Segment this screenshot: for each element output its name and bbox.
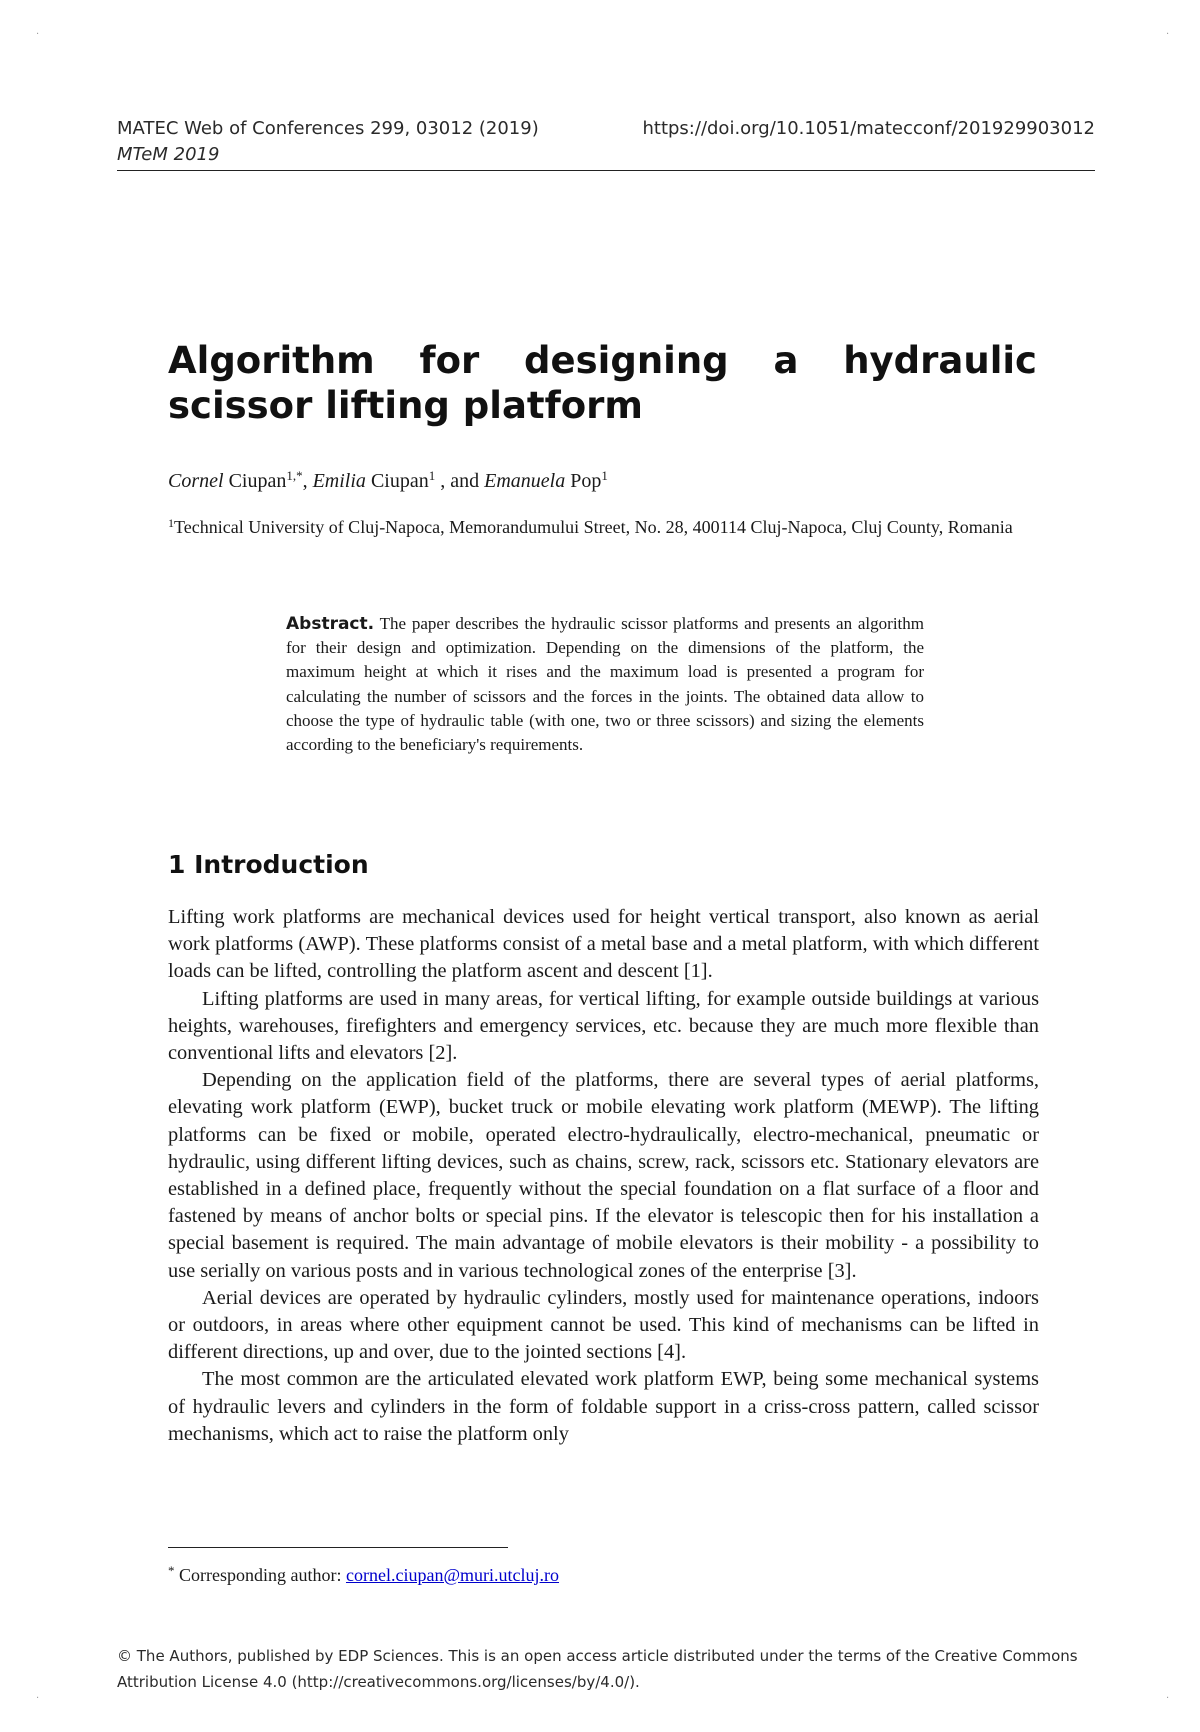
affiliation bbox=[168, 510, 1038, 540]
author-list bbox=[168, 468, 608, 493]
footnote-label: Corresponding author: bbox=[179, 1565, 342, 1585]
corner-mark: . bbox=[1166, 1690, 1170, 1701]
author-given-name: Cornel bbox=[168, 470, 224, 492]
footnote bbox=[168, 1563, 559, 1586]
author-family-name: Ciupan bbox=[370, 470, 429, 492]
paragraph: Lifting work platforms are mechanical devices used for height vertical transport, also known as aerial work platforms (AWP). These platforms consist of a metal base and a metal platform, with which different loads can be lifted, controlling the platform ascent and descent [1]. bbox=[168, 906, 1039, 983]
corner-mark: . bbox=[1166, 26, 1170, 37]
author-family-name: Ciupan bbox=[228, 470, 287, 492]
affiliation-mark: 1 bbox=[168, 516, 174, 530]
author-family-name: Pop bbox=[570, 470, 602, 492]
doi-link[interactable]: https://doi.org/10.1051/matecconf/201929903012 bbox=[642, 118, 1095, 139]
author-given-name: Emilia bbox=[312, 470, 366, 492]
journal-citation: MATEC Web of Conferences 299, 03012 (2019) bbox=[117, 118, 539, 139]
running-header bbox=[117, 116, 539, 168]
abstract bbox=[286, 612, 924, 757]
author-affiliation-mark: 1,* bbox=[286, 468, 303, 483]
footnote-mark: * bbox=[168, 1563, 175, 1578]
section-heading: 1 Introduction bbox=[168, 850, 369, 879]
corner-mark: . bbox=[36, 26, 40, 37]
conference-name: MTeM 2019 bbox=[117, 144, 220, 165]
paragraph: Aerial devices are operated by hydraulic cylinders, mostly used for maintenance operations, indoors or outdoors, in areas where other equipment cannot be used. This kind of mechanisms can be lifted in different directions, up and over, due to the jointed sections [4]. bbox=[168, 1286, 1039, 1364]
affiliation-text: Technical University of Cluj-Napoca, Memorandumului Street, No. 28, 400114 Cluj-Napoca, Cluj County, Romania bbox=[174, 517, 1013, 537]
author-separator: , and bbox=[435, 470, 485, 492]
author-email-link[interactable]: cornel.ciupan@muri.utcluj.ro bbox=[345, 1565, 559, 1585]
corner-mark: . bbox=[36, 1690, 40, 1701]
section-body bbox=[168, 904, 1039, 1448]
paragraph: The most common are the articulated elevated work platform EWP, being some mechanical systems of hydraulic levers and cylinders in the form of foldable support in a criss-cross pattern, called scissor mechanisms, which act to raise the platform only bbox=[168, 1368, 1039, 1445]
paragraph: Depending on the application field of the platforms, there are several types of aerial platforms, elevating work platform (EWP), bucket truck or mobile elevating work platform (MEWP). The lifting platforms can be fixed or mobile, operated electro-hydraulically, electro-mechanical, pneumatic or hydraulic, using different lifting devices, such as chains, screw, rack, scissors etc. Stationary elevators are established in a defined place, frequently without the special foundation on a flat surface of a floor and fastened by means of anchor bolts or special pins. If the elevator is telescopic then for his installation a special basement is required. The main advantage of mobile elevators is their mobility - a possibility to use serially on various posts and in various technological zones of the enterprise [3]. bbox=[168, 1069, 1039, 1282]
author-affiliation-mark: 1 bbox=[601, 468, 608, 483]
paper-title: Algorithm for designing a hydraulic scissor lifting platform bbox=[168, 339, 1037, 427]
author-separator: , bbox=[302, 470, 313, 492]
footnote-rule bbox=[168, 1547, 508, 1548]
header-rule bbox=[117, 170, 1095, 171]
author-given-name: Emanuela bbox=[484, 470, 566, 492]
license-notice: © The Authors, published by EDP Sciences. This is an open access article distributed under the terms of the Creative Commons Attribution License 4.0 (http://creativecommons.org/licenses/by/4.0/). bbox=[117, 1647, 1078, 1691]
abstract-label: Abstract. bbox=[286, 614, 375, 634]
paragraph: Lifting platforms are used in many areas, for vertical lifting, for example outside buildings at various heights, warehouses, firefighters and emergency services, etc. because they are much more flexible than conventional lifts and elevators [2]. bbox=[168, 987, 1039, 1065]
abstract-text: The paper describes the hydraulic scissor platforms and presents an algorithm for their design and optimization. Depending on the dimensions of the platform, the maximum height at which it rises and the maximum load is presented a program for calculating the number of scissors and the forces in the joints. The obtained data allow to choose the type of hydraulic table (with one, two or three scissors) and sizing the elements according to the beneficiary's requirements. bbox=[286, 614, 924, 755]
author-affiliation-mark: 1 bbox=[428, 468, 436, 483]
